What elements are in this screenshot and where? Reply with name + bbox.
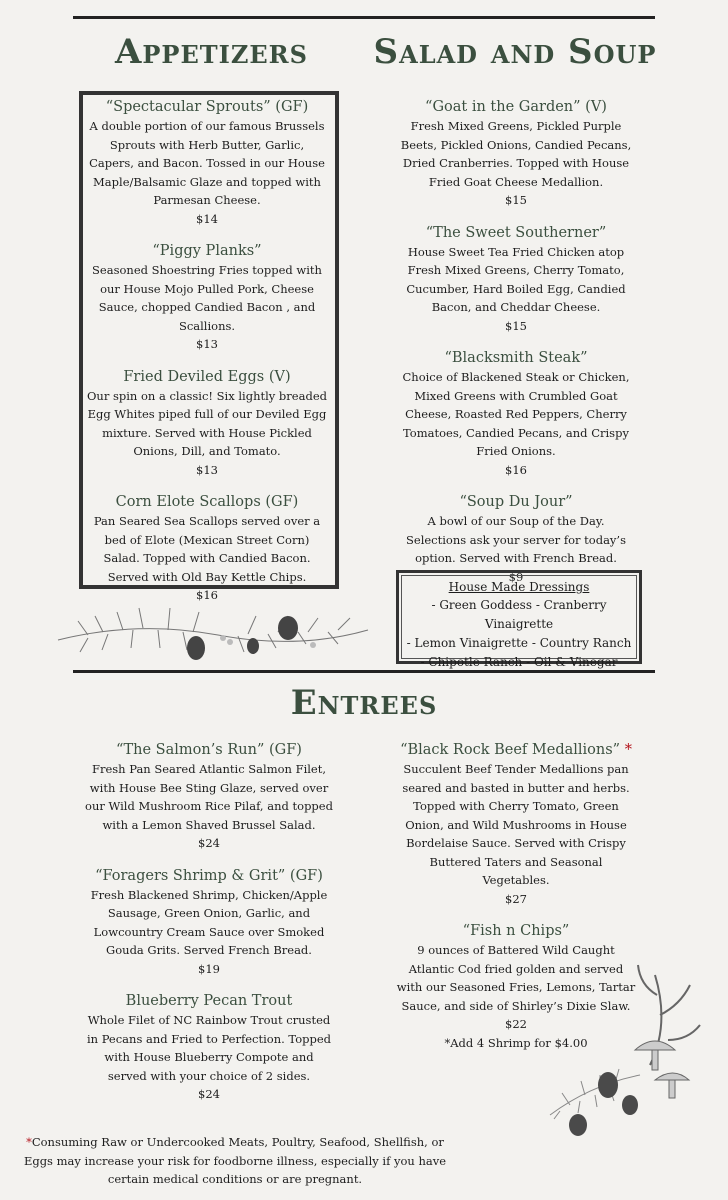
item-price: $22 xyxy=(505,1017,527,1031)
disclaimer-text: Consuming Raw or Undercooked Meats, Poultry, Seafood, Shellfish, or Eggs may increase your risk for foodborne illness, especially if you have certain medical conditions or are pregnant. xyxy=(23,1135,447,1186)
item-price: $16 xyxy=(505,462,527,477)
item-name: “Piggy Planks” xyxy=(152,243,262,259)
item-price: $13 xyxy=(196,462,218,477)
item-desc: House Sweet Tea Fried Chicken atop Fresh Mixed Greens, Cherry Tomato, Cucumber, Hard Boiled Egg, Candied Bacon, and Cheddar Cheese. xyxy=(406,244,626,314)
appetizers-title: Appetizers xyxy=(115,32,308,72)
item-price: $14 xyxy=(196,211,218,226)
dressings-title: House Made Dressings xyxy=(448,580,590,594)
item-desc: Fresh Blackened Shrimp, Chicken/Apple Sausage, Green Onion, Garlic, and Lowcountry Cream Sauce over Smoked Gouda Grits. Served French Bread. xyxy=(90,887,328,957)
item-desc: Whole Filet of NC Rainbow Trout crusted in Pecans and Fried to Perfection. Topped with House Blueberry Compote and served with your choice of 2 sides. xyxy=(86,1013,332,1083)
item-note: *Add 4 Shrimp for $4.00 xyxy=(444,1035,588,1050)
item-name: “Fish n Chips” xyxy=(462,923,570,939)
item-name: “Spectacular Sprouts” (GF) xyxy=(105,99,309,115)
item-desc: Choice of Blackened Steak or Chicken, Mixed Greens with Crumbled Goat Cheese, Roasted Red Peppers, Cherry Tomatoes, Candied Pecans, and Crispy Fried Onions. xyxy=(402,370,630,458)
menu-item xyxy=(84,866,334,979)
menu-item xyxy=(86,367,328,480)
item-price: $27 xyxy=(505,891,527,906)
item-name: “Black Rock Beef Medallions” xyxy=(400,742,621,758)
item-name: “The Sweet Southerner” xyxy=(425,224,607,241)
appetizers-column xyxy=(86,97,328,618)
dressings-box xyxy=(396,570,642,669)
entrees-title: Entrees xyxy=(290,683,438,723)
item-price: $15 xyxy=(505,318,527,333)
item-name: “Foragers Shrimp & Grit” (GF) xyxy=(95,867,323,884)
menu-item xyxy=(396,223,636,336)
item-price: $19 xyxy=(198,961,220,976)
menu-item xyxy=(84,740,334,853)
item-desc: A double portion of our famous Brussels Sprouts with Herb Butter, Garlic, Capers, and Bacon. Tossed in our House Maple/Balsamic Glaze and topped with Parmesan Cheese. xyxy=(89,119,325,207)
item-name: Blueberry Pecan Trout xyxy=(125,993,293,1009)
menu-item xyxy=(396,97,636,210)
item-name: “The Salmon’s Run” (GF) xyxy=(116,742,302,758)
item-desc: Fresh Mixed Greens, Pickled Purple Beets, Pickled Onions, Candied Pecans, Dried Cranberries. Topped with House Fried Goat Cheese Medallion. xyxy=(400,119,632,189)
top-rule xyxy=(73,16,655,19)
item-price: $15 xyxy=(505,193,527,207)
item-name: “Soup Du Jour” xyxy=(459,494,573,510)
item-name: “Blacksmith Steak” xyxy=(444,350,588,366)
item-price: $9 xyxy=(508,569,524,584)
item-price: $24 xyxy=(198,836,220,850)
menu-item xyxy=(86,241,328,354)
item-desc: Seasoned Shoestring Fries topped with our House Mojo Pulled Pork, Cheese Sauce, chopped Candied Bacon , and Scallions. xyxy=(92,263,322,333)
item-desc: A bowl of our Soup of the Day. Selections ask your server for today’s option. Served with French Bread. xyxy=(406,514,626,565)
antler-mushroom-decoration xyxy=(530,945,710,1145)
item-desc: Pan Seared Sea Scallops served over a bed of Elote (Mexican Street Corn) Salad. Topped with Candied Bacon. Served with Old Bay Kettle Chips. xyxy=(93,514,321,584)
item-desc: Fresh Pan Seared Atlantic Salmon Filet, with House Bee Sting Glaze, served over our Wild Mushroom Rice Pilaf, and topped with a Lemon Shaved Brussel Salad. xyxy=(85,762,333,832)
menu-item xyxy=(84,991,334,1104)
salad-soup-title: Salad and Soup xyxy=(373,32,657,72)
raw-warning-star: * xyxy=(624,742,632,758)
item-desc: Succulent Beef Tender Medallions pan seared and basted in butter and herbs. Topped with Cherry Tomato, Green Onion, and Wild Mushrooms in House Bordelaise Sauce. Served with Crispy Buttered Taters and Seasonal Vegetables. xyxy=(402,762,630,887)
pine-branch-decoration xyxy=(48,590,378,670)
entrees-left-column xyxy=(84,740,334,1117)
disclaimer-star: * xyxy=(26,1135,32,1149)
dressing-line: - Lemon Vinaigrette - Country Ranch xyxy=(406,636,632,650)
menu-item xyxy=(86,97,328,228)
item-name-row xyxy=(396,740,636,760)
item-name: Fried Deviled Eggs (V) xyxy=(123,368,291,385)
item-name: Corn Elote Scallops (GF) xyxy=(115,494,299,510)
menu-item xyxy=(86,492,328,605)
item-price: $24 xyxy=(198,1087,220,1101)
dressing-line: - Green Goddess - Cranberry Vinaigrette xyxy=(431,598,607,631)
menu-item xyxy=(396,348,636,479)
salad-soup-column xyxy=(396,97,636,599)
item-price: $16 xyxy=(196,588,218,602)
menu-item xyxy=(396,740,636,908)
item-name: “Goat in the Garden” (V) xyxy=(425,99,607,115)
item-desc: Our spin on a classic! Six lightly breaded Egg Whites piped full of our Deviled Egg mixture. Served with House Pickled Onions, Dill, and Tomato. xyxy=(87,388,327,458)
dressing-line: - Chipotle Ranch - Oil & Vinegar xyxy=(420,655,618,669)
item-desc: 9 ounces of Battered Wild Caught Atlantic Cod fried golden and served with our Seasoned Fries, Lemons, Tartar Sauce, and side of Shirley’s Dixie Slaw. xyxy=(396,943,636,1013)
foodborne-illness-disclaimer xyxy=(20,1133,450,1189)
item-price: $13 xyxy=(196,337,218,351)
